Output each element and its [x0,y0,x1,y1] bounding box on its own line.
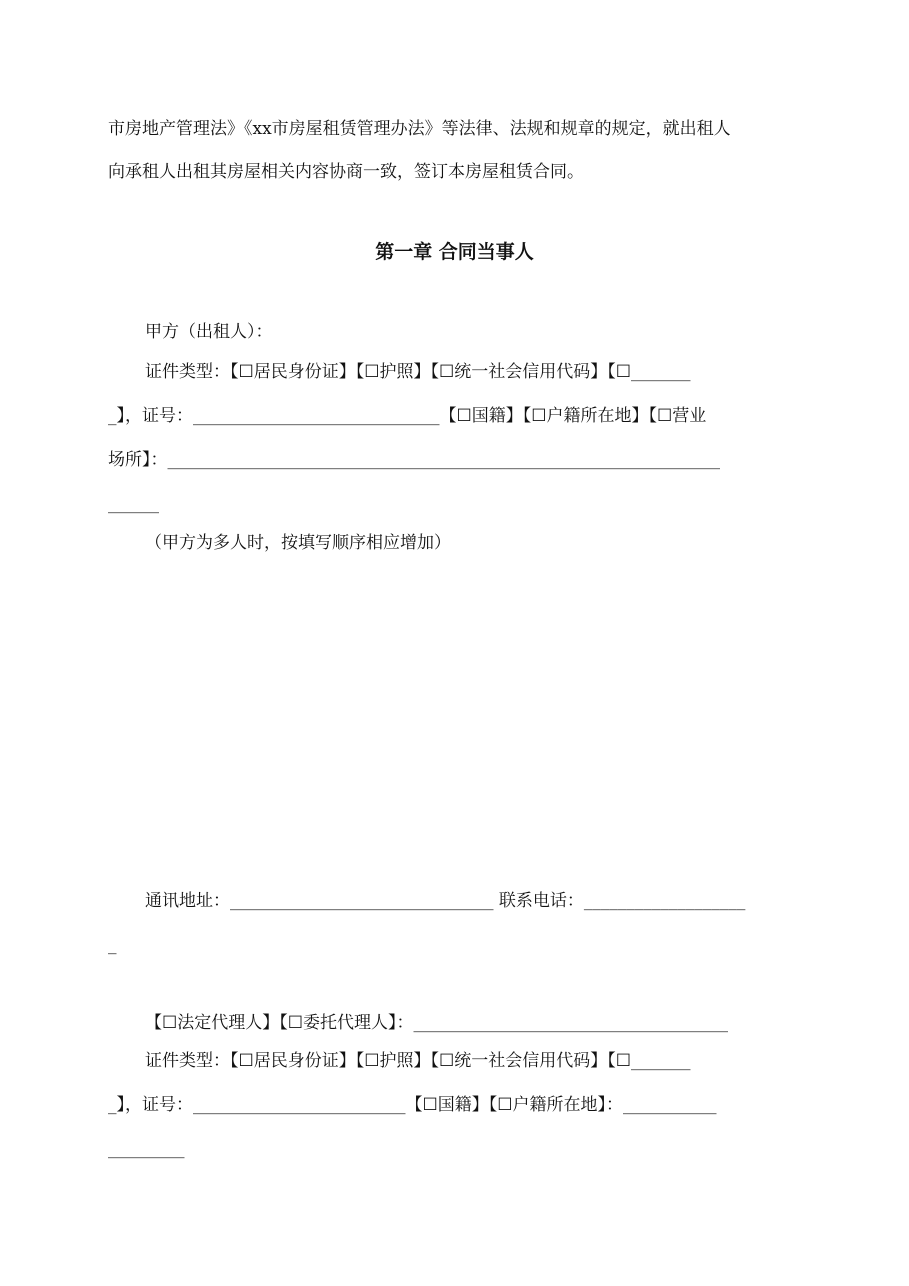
party-a-id-type-line-1: 证件类型：【☐居民身份证】【☐护照】【☐统一社会信用代码】【☐_______ [145,362,691,382]
intro-line-1: 市房地产管理法》《xx市房屋租赁管理办法》等法律、法规和规章的规定，就出租人 [108,119,731,139]
party-a-note: （甲方为多人时，按填写顺序相应增加） [145,533,451,553]
party-a-id-type-line-2: _】，证号：_____________________________【☐国籍】【☐户籍所在地】【☐营业 [108,406,707,426]
agent-id-type-line-2: _】，证号：_________________________【☐国籍】【☐户籍所在地】：___________ [108,1095,717,1115]
party-a-label: 甲方（出租人）： [145,322,273,342]
intro-line-2: 向承租人出租其房屋相关内容协商一致，签订本房屋租赁合同。 [108,162,584,182]
party-a-contact-line-2: _ [108,935,117,955]
party-a-id-type-line-4: ______ [108,494,159,514]
agent-label-line: 【☐法定代理人】【☐委托代理人】：_____________________________________ [145,1013,728,1033]
agent-id-type-line-1: 证件类型：【☐居民身份证】【☐护照】【☐统一社会信用代码】【☐_______ [145,1051,691,1071]
agent-id-type-line-3: _________ [108,1139,185,1159]
party-a-contact-line-1: 通讯地址：_______________________________ 联系电话：___________________ [145,891,746,911]
chapter-title: 第一章 合同当事人 [375,241,534,263]
party-a-id-type-line-3: 场所】：_________________________________________________________________ [108,450,720,470]
